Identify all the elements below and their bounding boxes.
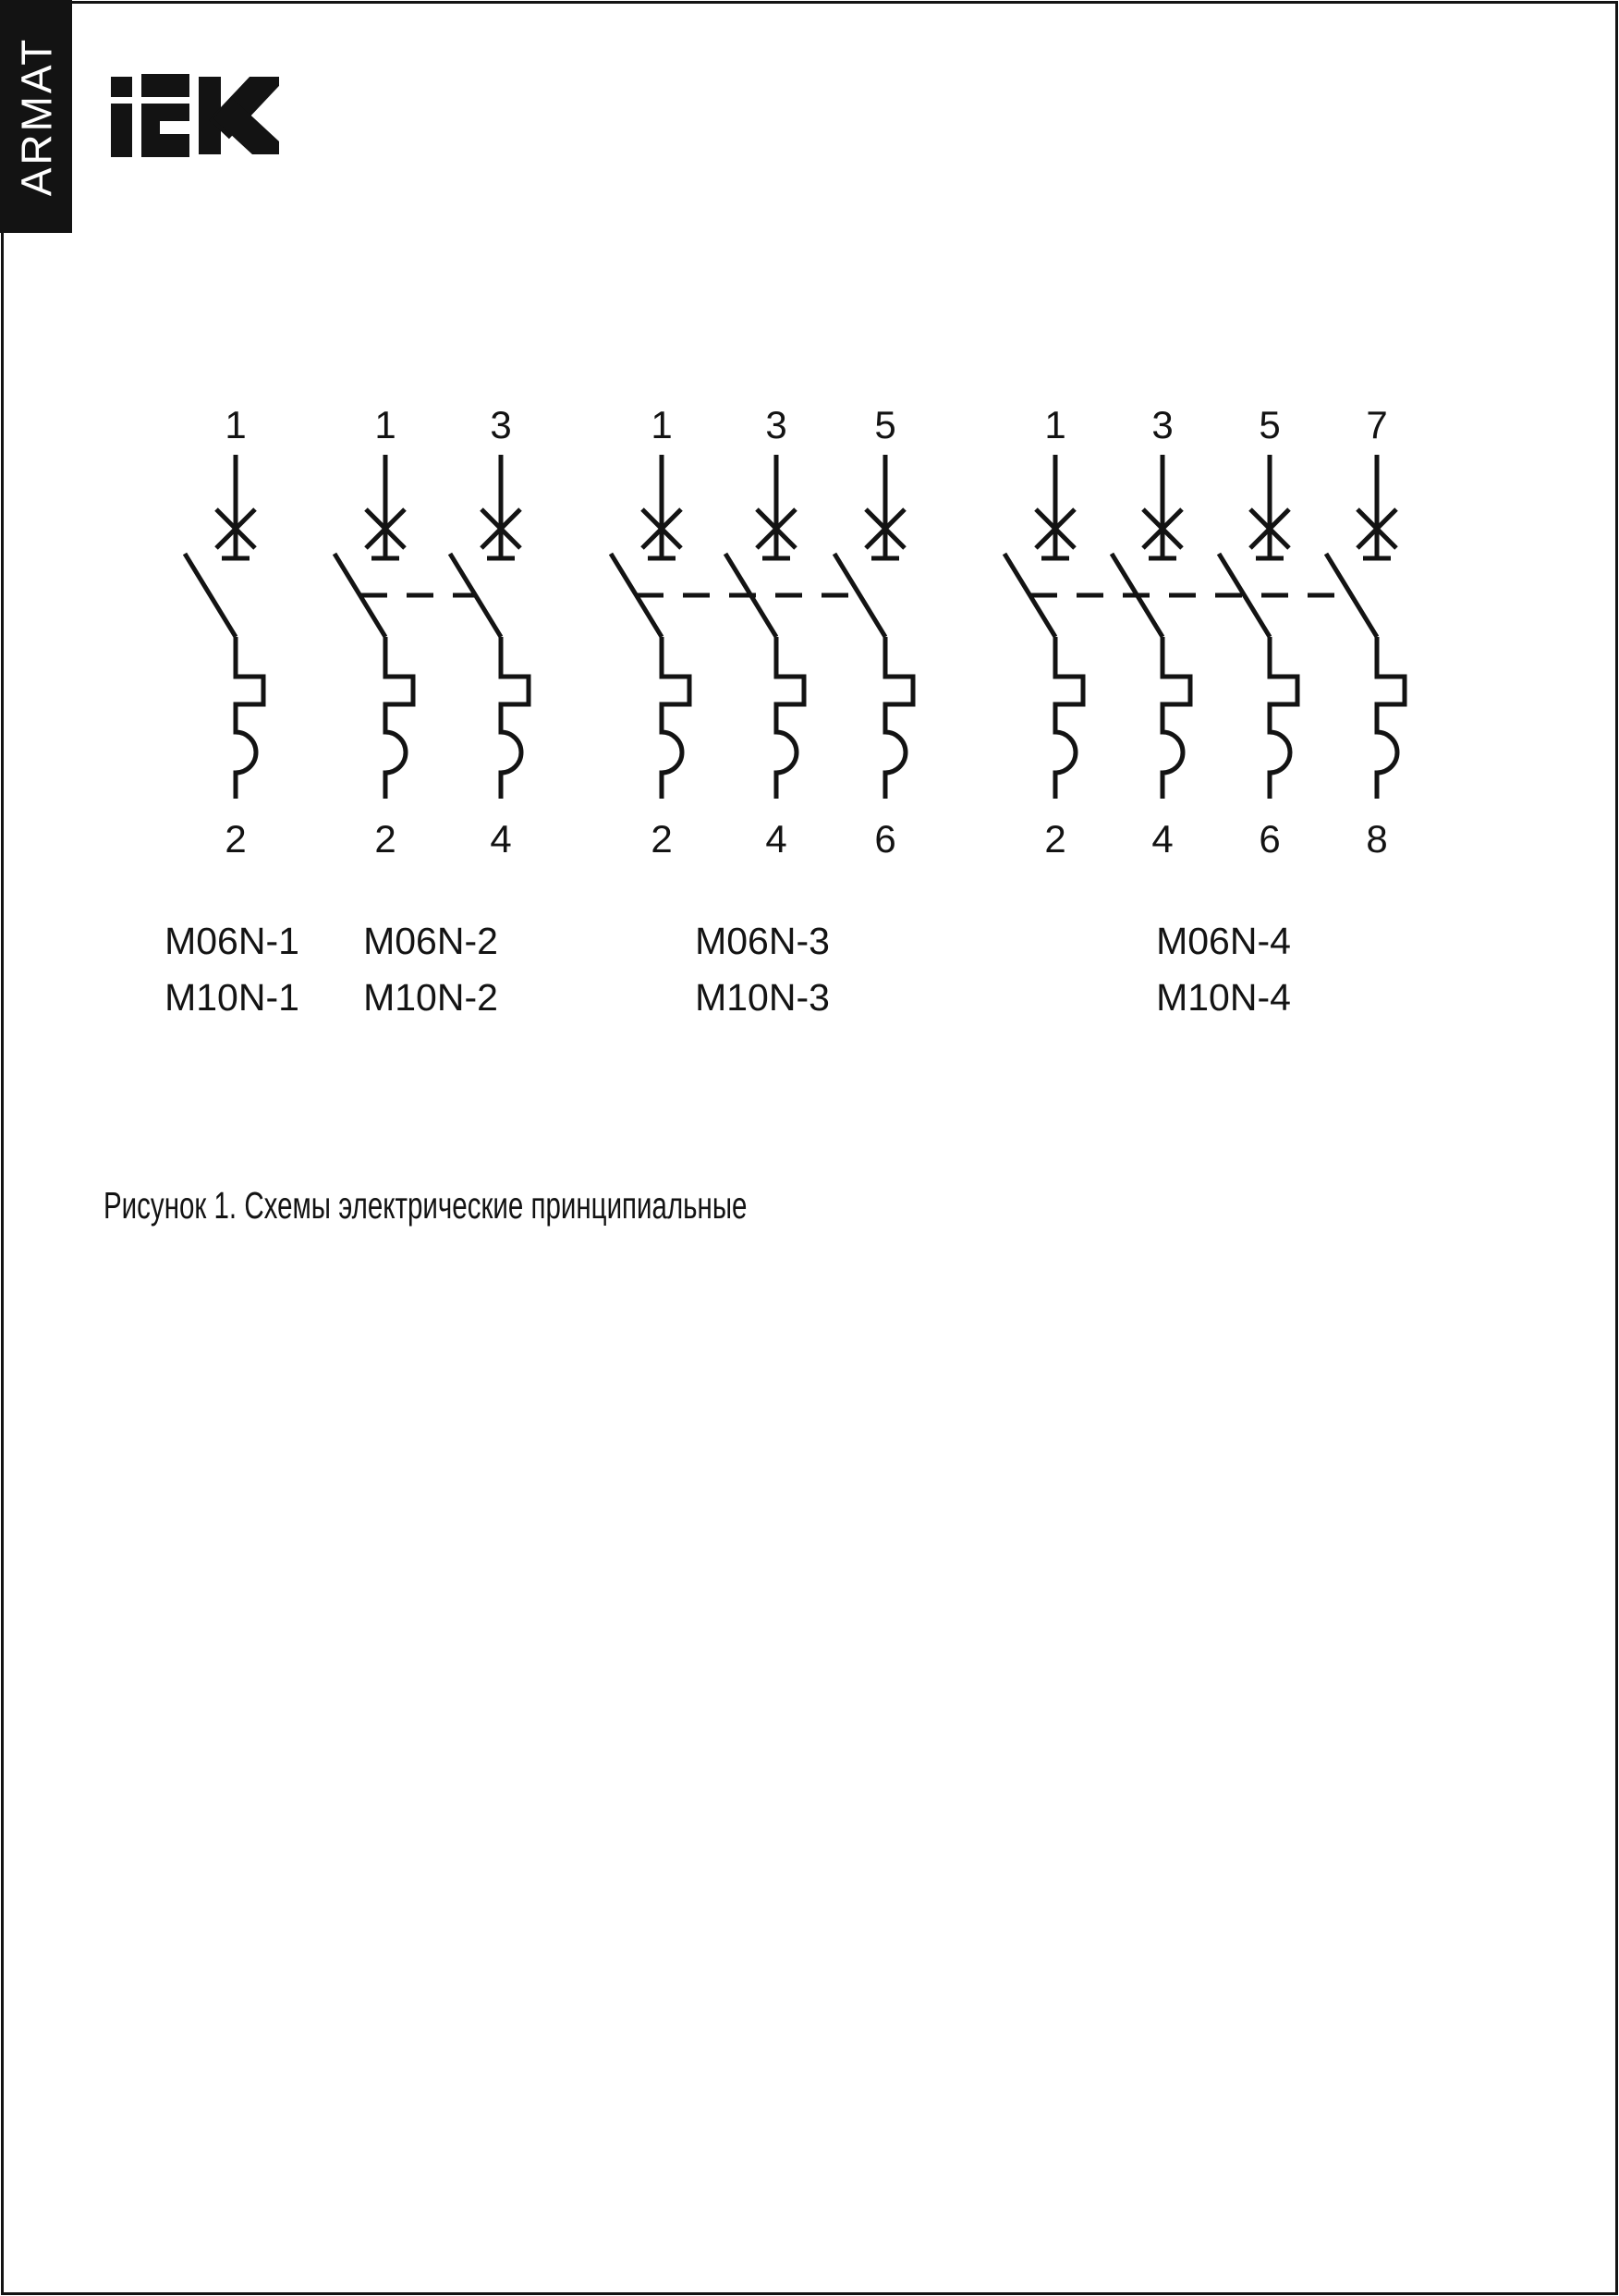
schematic-m06n-2	[335, 403, 529, 1019]
top-terminal-label: 5	[874, 403, 896, 446]
schematic-m06n-1	[164, 403, 299, 1019]
model-label: M10N-3	[695, 976, 830, 1019]
schematic-m06n-4	[1004, 403, 1405, 1019]
armat-vertical-text: ARMAT	[12, 36, 60, 197]
bottom-terminal-label: 4	[765, 817, 787, 861]
release-body	[662, 637, 689, 799]
release-body	[885, 637, 913, 799]
top-terminal-label: 1	[374, 403, 396, 446]
release-body	[776, 637, 804, 799]
release-body	[236, 637, 263, 799]
model-label: M06N-1	[164, 920, 299, 962]
bottom-terminal-label: 8	[1366, 817, 1388, 861]
top-terminal-label: 1	[225, 403, 247, 446]
switch-blade	[185, 554, 236, 637]
bottom-terminal-label: 2	[374, 817, 396, 861]
release-body	[1377, 637, 1405, 799]
bottom-terminal-label: 4	[1151, 817, 1174, 861]
release-body	[1055, 637, 1083, 799]
top-terminal-label: 3	[1151, 403, 1174, 446]
model-label: M06N-3	[695, 920, 830, 962]
model-label: M06N-2	[363, 920, 498, 962]
model-label: M10N-1	[164, 976, 299, 1019]
schematic-m06n-3	[611, 403, 913, 1019]
top-terminal-label: 3	[490, 403, 512, 446]
top-terminal-label: 1	[1044, 403, 1066, 446]
bottom-terminal-label: 4	[490, 817, 512, 861]
release-body	[1163, 637, 1190, 799]
release-body	[501, 637, 529, 799]
bottom-terminal-label: 6	[874, 817, 896, 861]
bottom-terminal-label: 2	[1044, 817, 1066, 861]
model-label: M10N-2	[363, 976, 498, 1019]
top-terminal-label: 5	[1259, 403, 1281, 446]
release-body	[1270, 637, 1297, 799]
bottom-terminal-label: 2	[651, 817, 673, 861]
top-terminal-label: 3	[765, 403, 787, 446]
figure-caption: Рисунок 1. Схемы электрические принципиальные	[103, 1184, 748, 1227]
release-body	[385, 637, 413, 799]
model-label: M10N-4	[1156, 976, 1291, 1019]
top-terminal-label: 7	[1366, 403, 1388, 446]
top-terminal-label: 1	[651, 403, 673, 446]
model-label: M06N-4	[1156, 920, 1291, 962]
bottom-terminal-label: 2	[225, 817, 247, 861]
bottom-terminal-label: 6	[1259, 817, 1281, 861]
